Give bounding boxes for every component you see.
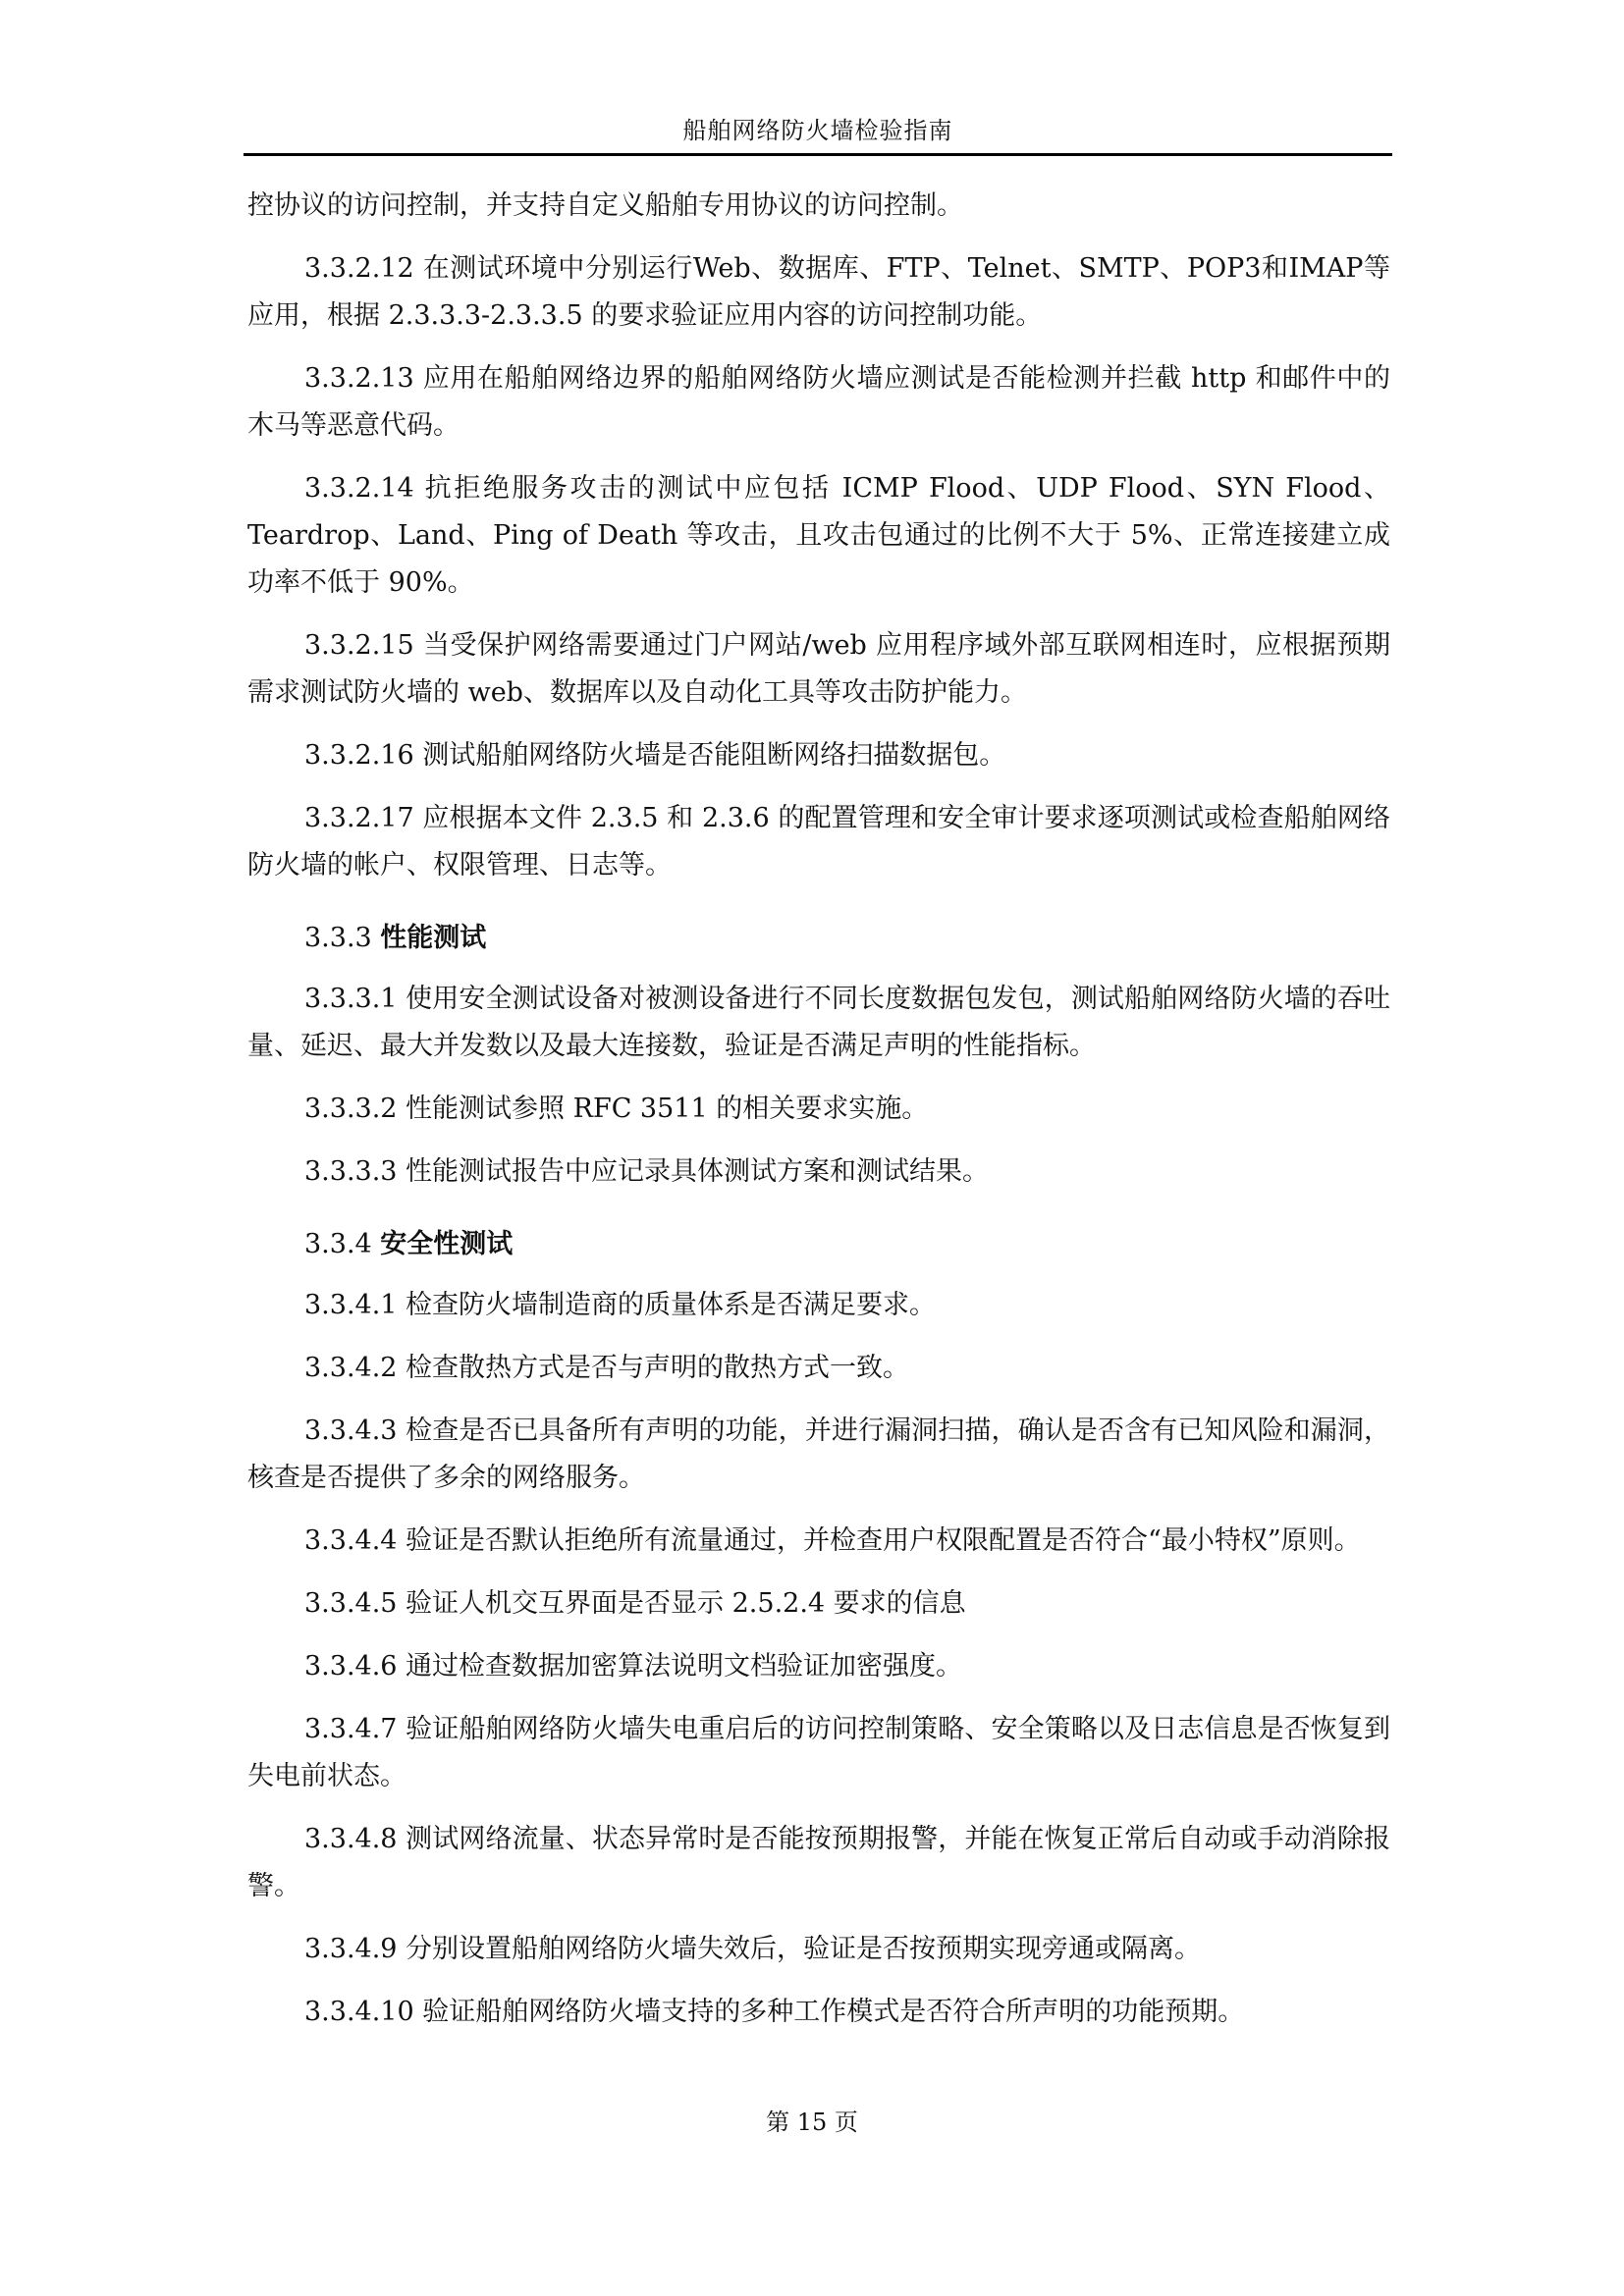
paragraph-3-3-4-10: 3.3.4.10 验证船舶网络防火墙支持的多种工作模式是否符合所声明的功能预期。 xyxy=(304,1997,1245,2027)
section-number: 3.3.3 xyxy=(304,923,372,953)
page-header xyxy=(244,114,1392,156)
paragraph-3-3-2-12: 3.3.2.12 在测试环境中分别运行Web、数据库、FTP、Telnet、SMTP、POP3和IMAP等应用，根据 2.3.3.3-2.3.3.5 的要求验证应用内容的访问控制功能。 xyxy=(247,253,1390,331)
section-number: 3.3.4 xyxy=(304,1229,372,1259)
paragraph-continuation: 控协议的访问控制，并支持自定义船舶专用协议的访问控制。 xyxy=(247,190,963,221)
paragraph-3-3-4-4: 3.3.4.4 验证是否默认拒绝所有流量通过，并检查用户权限配置是否符合“最小特权”原则。 xyxy=(304,1525,1361,1556)
paragraph-3-3-4-2: 3.3.4.2 检查散热方式是否与声明的散热方式一致。 xyxy=(304,1353,910,1383)
paragraph-3-3-3-3: 3.3.3.3 性能测试报告中应记录具体测试方案和测试结果。 xyxy=(304,1156,990,1187)
paragraph-3-3-2-17: 3.3.2.17 应根据本文件 2.3.5 和 2.3.6 的配置管理和安全审计要求逐项测试或检查船舶网络防火墙的帐户、权限管理、日志等。 xyxy=(247,803,1390,881)
page-footer xyxy=(0,2107,1624,2138)
paragraph-3-3-2-16: 3.3.2.16 测试船舶网络防火墙是否能阻断网络扫描数据包。 xyxy=(304,740,1006,771)
paragraph-3-3-3-2: 3.3.3.2 性能测试参照 RFC 3511 的相关要求实施。 xyxy=(304,1094,929,1124)
paragraph-3-3-2-14: 3.3.2.14 抗拒绝服务攻击的测试中应包括 ICMP Flood、UDP Flood、SYN Flood、Teardrop、Land、Ping of Death 等攻击，且攻击包通过的比例不大于 5%、正常连接建立成功率不低于 90%。 xyxy=(247,473,1390,598)
paragraph-3-3-4-5: 3.3.4.5 验证人机交互界面是否显示 2.5.2.4 要求的信息 xyxy=(304,1588,966,1619)
paragraph-3-3-4-9: 3.3.4.9 分别设置船舶网络防火墙失效后，验证是否按预期实现旁通或隔离。 xyxy=(304,1934,1202,1964)
paragraph-3-3-2-13: 3.3.2.13 应用在船舶网络边界的船舶网络防火墙应测试是否能检测并拦截 http 和邮件中的木马等恶意代码。 xyxy=(247,363,1390,441)
page-number: 第 15 页 xyxy=(766,2109,858,2136)
section-title: 性能测试 xyxy=(380,923,487,953)
paragraph-3-3-4-8: 3.3.4.8 测试网络流量、状态异常时是否能按预期报警，并能在恢复正常后自动或手动消除报警。 xyxy=(247,1824,1390,1901)
paragraph-3-3-4-7: 3.3.4.7 验证船舶网络防火墙失电重启后的访问控制策略、安全策略以及日志信息是否恢复到失电前状态。 xyxy=(247,1714,1390,1791)
paragraph-3-3-2-15: 3.3.2.15 当受保护网络需要通过门户网站/web 应用程序域外部互联网相连时，应根据预期需求测试防火墙的 web、数据库以及自动化工具等攻击防护能力。 xyxy=(247,630,1390,708)
section-title: 安全性测试 xyxy=(380,1229,514,1259)
section-heading-3-3-4 xyxy=(247,1221,1390,1268)
document-body xyxy=(247,183,1390,2052)
paragraph-3-3-3-1: 3.3.3.1 使用安全测试设备对被测设备进行不同长度数据包发包，测试船舶网络防火墙的吞吐量、延迟、最大并发数以及最大连接数，验证是否满足声明的性能指标。 xyxy=(247,984,1390,1061)
paragraph-3-3-4-3: 3.3.4.3 检查是否已具备所有声明的功能，并进行漏洞扫描，确认是否含有已知风险和漏洞，核查是否提供了多余的网络服务。 xyxy=(247,1415,1390,1493)
header-title: 船舶网络防火墙检验指南 xyxy=(682,117,953,144)
paragraph-3-3-4-6: 3.3.4.6 通过检查数据加密算法说明文档验证加密强度。 xyxy=(304,1651,963,1682)
paragraph-3-3-4-1: 3.3.4.1 检查防火墙制造商的质量体系是否满足要求。 xyxy=(304,1290,937,1320)
section-heading-3-3-3 xyxy=(247,915,1390,962)
